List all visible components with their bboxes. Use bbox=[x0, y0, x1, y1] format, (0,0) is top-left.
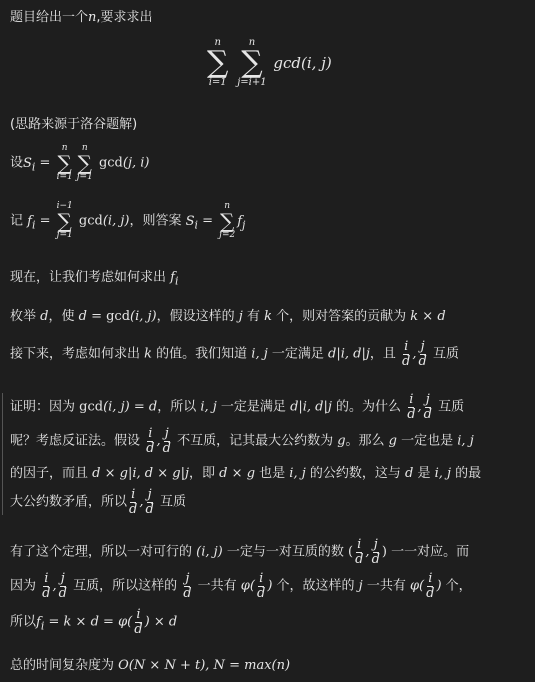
next-text-2: 的值。我们知道 bbox=[152, 346, 252, 362]
next-text-4: ，且 bbox=[369, 346, 401, 362]
theorem-text-6: 一共有 bbox=[193, 578, 241, 594]
sum-symbol: n ∑ i=1 bbox=[207, 37, 229, 88]
theorem-text-7: 个，故这样的 bbox=[272, 578, 359, 594]
theorem-text-5: 互质，所以这样的 bbox=[68, 578, 182, 594]
proof-line-2: 呢？考虑反证法。假设 $\frac{i}{d}$ , $\frac{j}{d}$ 不互质，记其最大公约数为 g。那么 g 一定也是 i, j bbox=[10, 426, 474, 456]
proof-line-4: 大公约数矛盾，所以 $\frac{i}{d}$ , $\frac{j}{d}$ 互质 bbox=[10, 487, 186, 517]
sum-symbol: n ∑ j=1 bbox=[76, 143, 93, 182]
coprime-text: 互质 bbox=[155, 494, 186, 510]
intro-text-2: ,要求求出 bbox=[96, 10, 153, 25]
var-n: n bbox=[88, 10, 97, 25]
main-equation bbox=[205, 38, 332, 88]
enum-text-3: ，假设这样的 bbox=[156, 309, 239, 324]
sum-symbol: n ∑ j=i+1 bbox=[237, 37, 267, 88]
intro-line bbox=[10, 6, 153, 25]
theorem-text-10: 所以 bbox=[10, 614, 37, 630]
proof-text-8: 一定也是 bbox=[397, 433, 458, 449]
si-symbol: $S_i$ bbox=[23, 155, 36, 174]
proof-line-3: 的因子，而且 d × g|i, d × g|j，即 d × g 也是 i, j 的公约数，这与 d 是 i, j 的最 bbox=[10, 466, 482, 481]
sum-symbol: n ∑ i=1 bbox=[56, 143, 73, 182]
let-text: 设 bbox=[10, 155, 24, 171]
proof-border bbox=[2, 393, 3, 515]
now-text: 现在，让我们考虑如何求出 bbox=[10, 270, 171, 285]
next-text-3: 一定满足 bbox=[267, 346, 329, 362]
sum-symbol: n ∑ j=2 bbox=[219, 201, 236, 240]
theorem-text-2: 一定与一对互质的数 bbox=[222, 544, 349, 560]
proof-text-12: 的公约数，这与 bbox=[305, 466, 405, 481]
proof-text-4: 的。为什么 bbox=[331, 399, 406, 415]
answer-text: ，则答案 bbox=[129, 213, 186, 229]
proof-text-10: ，即 bbox=[189, 466, 220, 481]
theorem-text-9: 个， bbox=[441, 578, 472, 594]
source-line: (思路来源于洛谷题解) bbox=[10, 117, 138, 132]
now-line: 现在，让我们考虑如何求出 $f_i$ bbox=[10, 270, 179, 288]
theorem-line-3: 所以$f_i = k \times d = \varphi$( $\frac{i}{d}$ ) × d bbox=[10, 607, 178, 637]
sum-symbol: i−1 ∑ j=1 bbox=[56, 201, 73, 240]
proof-text-6: 不互质，记其最大公约数为 bbox=[172, 433, 338, 449]
proof-text-5: 呢？考虑反证法。假设 bbox=[10, 433, 145, 449]
proof-text-7: 。那么 bbox=[345, 433, 389, 449]
coprime-text: 互质 bbox=[433, 399, 465, 415]
theorem-line-2: 因为 $\frac{i}{d}$ , $\frac{j}{d}$ 互质，所以这样的 $\frac{j}{d}$ 一共有 φ( $\frac{i}{d}$ ) 个，故这样的 j 一共有 φ( $\frac{i}{d}$ ) 个， bbox=[10, 571, 472, 601]
enum-line: 枚举 d，使 d = gcd(i, j)，假设这样的 j 有 k 个，则对答案的贡献为 k × d bbox=[10, 309, 446, 324]
enum-text-2: ，使 bbox=[48, 309, 79, 324]
proof-text-3: 一定是满足 bbox=[216, 399, 291, 415]
proof-text-11: 也是 bbox=[255, 466, 290, 481]
enum-text-4: 有 bbox=[242, 309, 265, 324]
theorem-text-3: 一一对应。而 bbox=[386, 544, 470, 560]
record-text: 记 bbox=[10, 213, 28, 229]
proof-text-15: 大公约数矛盾，所以 bbox=[10, 494, 128, 510]
enum-text-5: 个，则对答案的贡献为 bbox=[271, 309, 411, 324]
theorem-text-8: 一共有 bbox=[362, 578, 410, 594]
enum-text: 枚举 bbox=[10, 309, 41, 324]
fi-definition: 记 $f_i$ = i−1 ∑ j=1 gcd(i, j)，则答案 $S_i$ = n ∑ j=2 $f_j$ bbox=[10, 201, 246, 240]
proof-text: 证明：因为 bbox=[10, 399, 80, 415]
proof-text-14: 的最 bbox=[451, 466, 482, 481]
proof-line-1: 证明：因为 gcd(i, j) = d，所以 i, j 一定是满足 d|i, d|j 的。为什么 $\frac{i}{d}$ , $\frac{j}{d}$ 互质 bbox=[10, 392, 465, 422]
coprime-text: 互质 bbox=[428, 346, 459, 362]
gcd-term: gcd(i, j) bbox=[273, 54, 332, 72]
proof-text-2: ，所以 bbox=[157, 399, 201, 415]
intro-text: 题目给出一个 bbox=[10, 10, 89, 25]
complexity-text: 总的时间复杂度为 bbox=[10, 658, 119, 673]
theorem-line-1: 有了这个定理，所以一对可行的 (i, j) 一定与一对互质的数 ( $\frac{i}{d}$ , $\frac{j}{d}$ ) 一一对应。而 bbox=[10, 537, 470, 567]
complexity-line: 总的时间复杂度为 O(N × N + t), N = max(n) bbox=[10, 658, 291, 673]
proof-text-9: 的因子，而且 bbox=[10, 466, 93, 481]
proof-text-13: 是 bbox=[413, 466, 435, 481]
next-line: 接下来，考虑如何求出 k 的值。我们知道 i, j 一定满足 d|i, d|j，且 $\frac{i}{d}$ , $\frac{j}{d}$ 互质 bbox=[10, 339, 459, 369]
theorem-text-4: 因为 bbox=[10, 578, 41, 594]
theorem-text: 有了这个定理，所以一对可行的 bbox=[10, 544, 197, 560]
si-definition: 设$S_i$ = n ∑ i=1 n ∑ j=1 gcd(j, i) bbox=[10, 143, 150, 182]
next-text: 接下来，考虑如何求出 bbox=[10, 346, 145, 362]
